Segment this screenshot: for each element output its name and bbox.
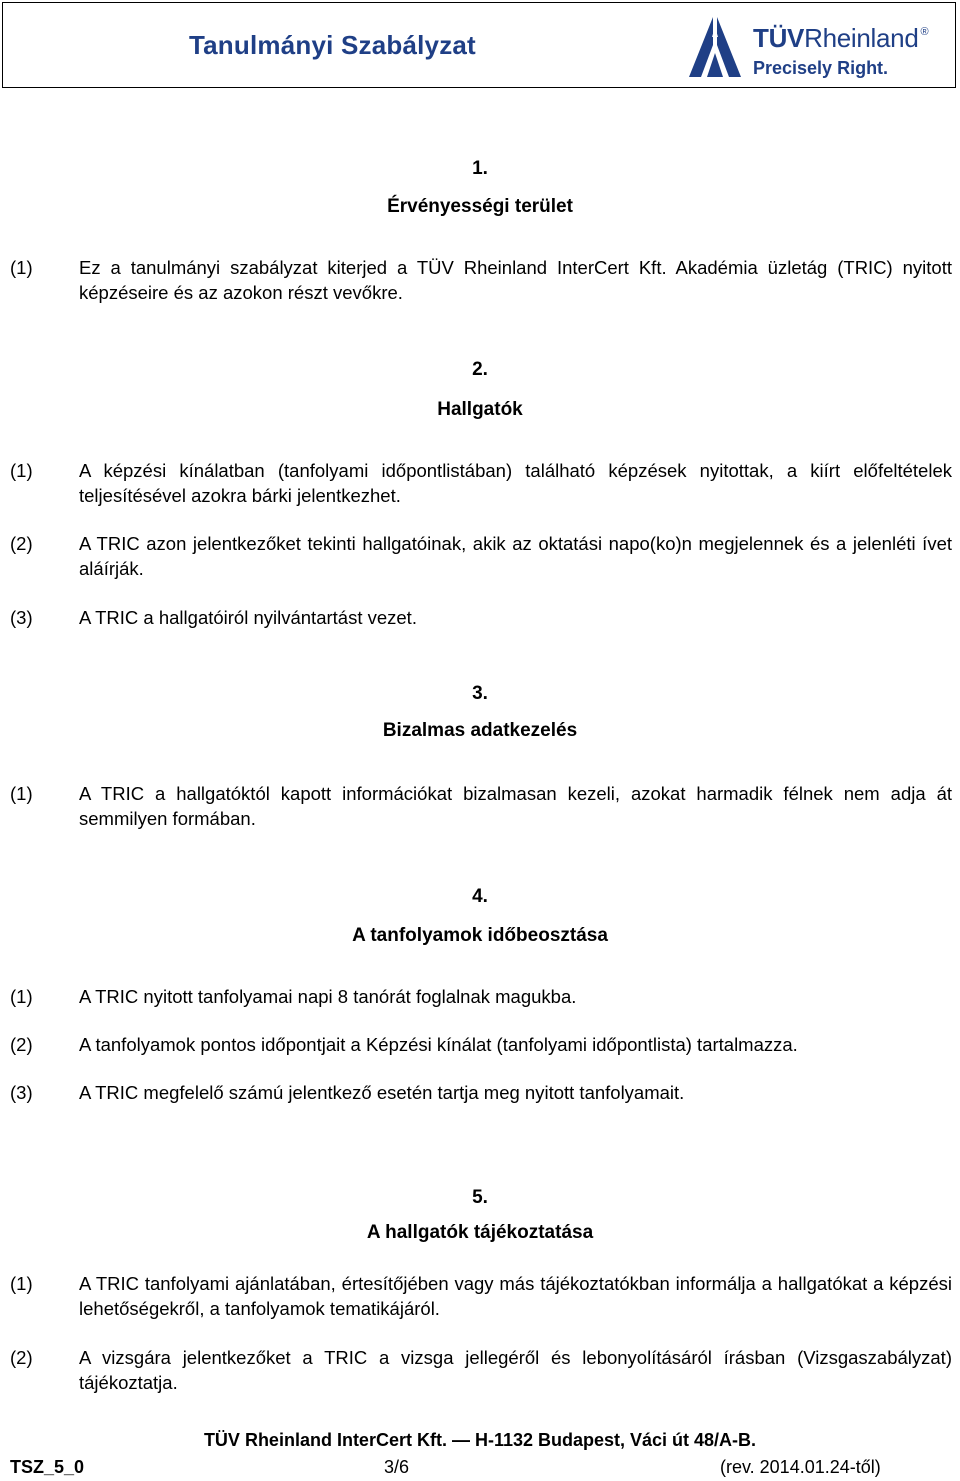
item-text: A TRIC tanfolyami ajánlatában, értesítőjében vagy más tájékoztatókban informálja a hallgatókat a képzési lehetőségekről, a tanfolyamok tematikájáról. [79, 1273, 952, 1319]
logo-tagline: Precisely Right. [753, 58, 889, 78]
item-text: A tanfolyamok pontos időpontjait a Képzési kínálat (tanfolyami időpontlista) tartalmazza. [79, 1034, 798, 1055]
page-header [2, 2, 956, 88]
item-text: A TRIC a hallgatóktól kapott információkat bizalmasan kezeli, azokat harmadik félnek nem adja át semmilyen formában. [79, 783, 952, 829]
section-number: 1. [472, 158, 488, 179]
list-item [10, 781, 952, 831]
section-title: Érvényességi terület [387, 196, 573, 217]
item-number: (1) [10, 986, 33, 1007]
list-item [10, 1032, 952, 1057]
footer-document-code: TSZ_5_0 [10, 1457, 85, 1477]
section-title: A hallgatók tájékoztatása [366, 1222, 594, 1243]
tuv-triangle-icon [687, 15, 743, 79]
section-title: A tanfolyamok időbeosztása [352, 925, 608, 946]
section-number: 2. [472, 359, 488, 380]
item-number: (2) [10, 533, 33, 554]
item-number: (3) [10, 1082, 33, 1103]
item-text: A képzési kínálatban (tanfolyami időpontlistában) található képzések nyitottak, a kiírt előfeltételek teljesítésével azokra bárki jelentkezhet. [79, 460, 952, 506]
list-item [10, 531, 952, 581]
item-number: (1) [10, 460, 33, 481]
item-number: (1) [10, 783, 33, 804]
section-title: Bizalmas adatkezelés [382, 720, 578, 741]
item-text: A TRIC nyitott tanfolyamai napi 8 tanórát foglalnak magukba. [79, 986, 577, 1007]
footer-revision: (rev. 2014.01.24-től) [720, 1457, 881, 1477]
list-item [10, 255, 952, 305]
list-item [10, 1080, 952, 1105]
section-number: 3. [472, 683, 488, 704]
item-text: Ez a tanulmányi szabályzat kiterjed a TÜV Rheinland InterCert Kft. Akadémia üzletág (TRIC) nyitott képzéseire és az azokon részt vevőkre. [79, 257, 952, 303]
item-text: A TRIC azon jelentkezőket tekinti hallgatóinak, akik az oktatási napo(ko)n megjelennek és a jelenléti ívet aláírják. [79, 533, 952, 579]
footer-company-address: TÜV Rheinland InterCert Kft. — H-1132 Budapest, Váci út 48/A-B. [203, 1430, 757, 1450]
item-number: (2) [10, 1034, 33, 1055]
section-number: 5. [472, 1187, 488, 1208]
section-number: 4. [472, 886, 488, 907]
item-number: (2) [10, 1347, 33, 1368]
list-item [10, 605, 952, 630]
list-item [10, 1271, 952, 1321]
item-text: A TRIC megfelelő számú jelentkező esetén tartja meg nyitott tanfolyamait. [79, 1082, 685, 1103]
tuv-rheinland-logo [687, 11, 949, 83]
logo-wordmark: TÜVRheinland ® [753, 23, 929, 53]
list-item [10, 984, 952, 1009]
item-text: A vizsgára jelentkezőket a TRIC a vizsga jellegéről és lebonyolításáról írásban (Vizsgaszabályzat) tájékoztatja. [79, 1347, 952, 1393]
document-title: Tanulmányi Szabályzat [189, 30, 476, 60]
item-number: (1) [10, 1273, 33, 1294]
list-item [10, 458, 952, 508]
item-number: (1) [10, 257, 33, 278]
footer-page-number: 3/6 [384, 1457, 410, 1477]
list-item [10, 1345, 952, 1395]
section-title: Hallgatók [437, 399, 523, 420]
item-text: A TRIC a hallgatóiról nyilvántartást vezet. [79, 607, 417, 628]
item-number: (3) [10, 607, 33, 628]
